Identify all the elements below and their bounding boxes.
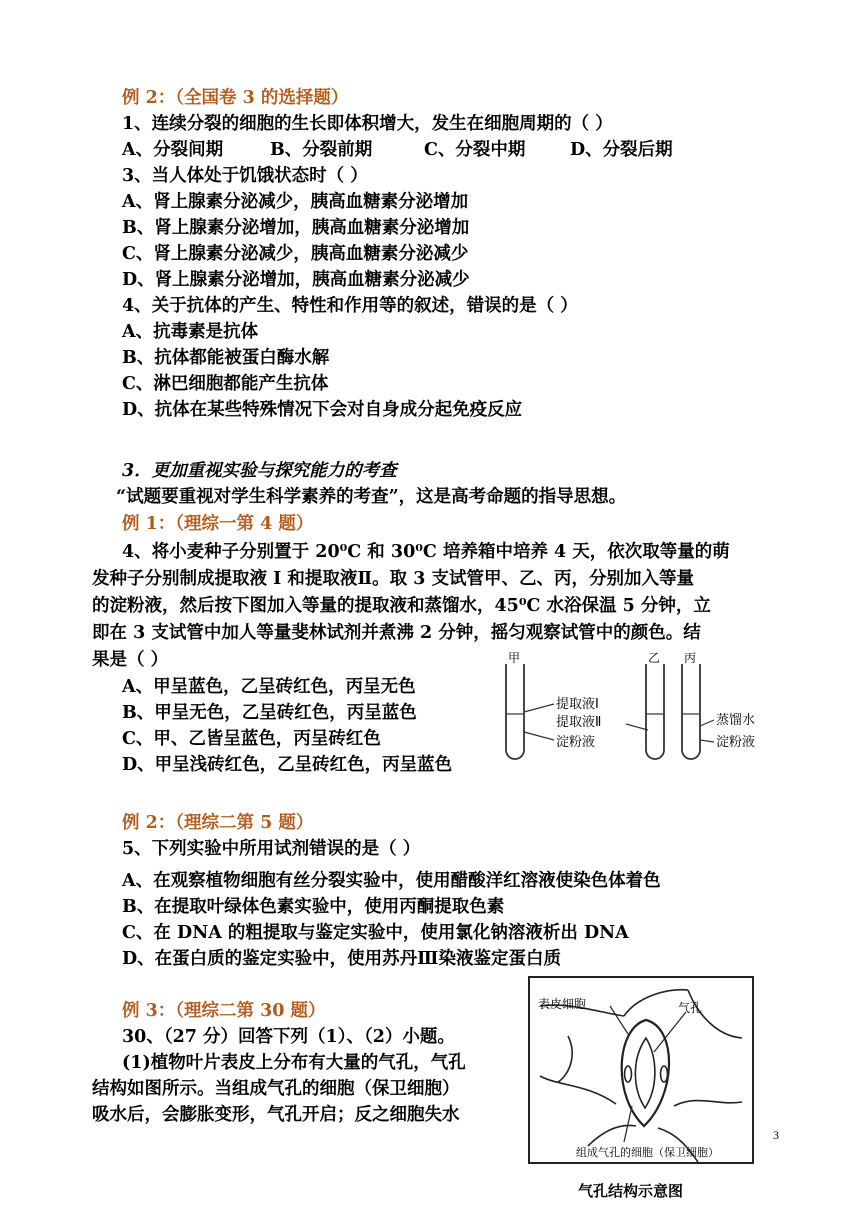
example-1-option-d: D、甲呈浅砖红色，乙呈砖红色，丙呈蓝色 (122, 755, 453, 775)
option-d: D、分裂后期 (570, 140, 673, 160)
stoma-figure (528, 976, 754, 1206)
question-1-options (122, 138, 673, 162)
example-2b-option-c: C、在 DNA 的粗提取与鉴定实验中，使用氯化钠溶液析出 DNA (122, 923, 629, 943)
section-3-quote: “试题要重视对学生科学素养的考查”，这是高考命题的指导思想。 (116, 487, 627, 507)
example-1-heading: 例 1：（理综一第 4 题） (122, 514, 314, 534)
question-4: 4、关于抗体的产生、特性和作用等的叙述，错误的是（ ） (122, 296, 578, 316)
option-a: A、分裂间期 (122, 140, 224, 160)
example-2-heading: 例 2：（全国卷 3 的选择题） (122, 88, 349, 108)
example-1-text-2: 发种子分别制成提取液 I 和提取液Ⅱ。取 3 支试管甲、乙、丙，分别加入等量 (92, 569, 694, 589)
label-extract-1: 提取液Ⅰ (556, 697, 599, 712)
page-number: 3 (773, 1128, 779, 1142)
option-b: B、分裂前期 (270, 140, 373, 160)
question-1: 1、连续分裂的细胞的生长即体积增大，发生在细胞周期的（ ） (122, 114, 613, 134)
example-1-text-3: 的淀粉液，然后按下图加入等量的提取液和蒸馏水，45⁰C 水浴保温 5 分钟，立 (92, 596, 711, 616)
question-3-option-b: B、肾上腺素分泌增加，胰高血糖素分泌增加 (122, 218, 470, 238)
example-3-heading: 例 3：（理综二第 30 题） (122, 1001, 326, 1021)
question-3-option-a: A、肾上腺素分泌减少，胰高血糖素分泌增加 (122, 192, 469, 212)
example-3-text-3: 吸水后，会膨胀变形，气孔开启；反之细胞失水 (92, 1105, 460, 1125)
question-3-option-d: D、肾上腺素分泌增加，胰高血糖素分泌减少 (122, 270, 470, 290)
test-tube-figure (498, 652, 760, 770)
example-2b-question: 5、下列实验中所用试剂错误的是（ ） (122, 839, 421, 859)
label-starch-right: 淀粉液 (716, 735, 756, 750)
label-starch-left: 淀粉液 (556, 735, 596, 750)
example-2b-option-b: B、在提取叶绿体色素实验中，使用丙酮提取色素 (122, 897, 505, 917)
example-1-option-a: A、甲呈蓝色，乙呈砖红色，丙呈无色 (122, 677, 416, 697)
example-2b-heading: 例 2：（理综二第 5 题） (122, 813, 314, 833)
question-4-option-d: D、抗体在某些特殊情况下会对自身成分起免疫反应 (122, 400, 523, 420)
stoma-figure-caption: 气孔结构示意图 (578, 1182, 684, 1200)
question-4-option-a: A、抗毒素是抗体 (122, 322, 259, 342)
question-3-option-c: C、肾上腺素分泌减少，胰高血糖素分泌减少 (122, 244, 469, 264)
question-4-option-b: B、抗体都能被蛋白酶水解 (122, 348, 330, 368)
example-1-text-4: 即在 3 支试管中加人等量斐林试剂并煮沸 2 分钟，摇匀观察试管中的颜色。结 (92, 623, 701, 643)
label-guard-cell: 组成气孔的细胞（保卫细胞） (576, 1146, 719, 1159)
tube-label-yi: 乙 (648, 652, 661, 665)
example-3-text-1: (1)植物叶片表皮上分布有大量的气孔，气孔 (122, 1053, 466, 1073)
question-4-option-c: C、淋巴细胞都能产生抗体 (122, 374, 329, 394)
label-stoma: 气孔 (678, 1001, 703, 1015)
example-3-question: 30、（27 分）回答下列（1）、（2）小题。 (122, 1027, 455, 1047)
label-epidermal-cell: 表皮细胞 (538, 997, 587, 1011)
example-2b-option-d: D、在蛋白质的鉴定实验中，使用苏丹Ⅲ染液鉴定蛋白质 (122, 949, 561, 969)
example-1-text-1: 4、将小麦种子分别置于 20⁰C 和 30⁰C 培养箱中培养 4 天，依次取等量的萌 (122, 542, 730, 562)
option-c: C、分裂中期 (424, 140, 526, 160)
label-distilled-water: 蒸馏水 (716, 713, 756, 728)
tube-label-jia: 甲 (508, 652, 521, 665)
example-2b-option-a: A、在观察植物细胞有丝分裂实验中，使用醋酸洋红溶液使染色体着色 (122, 871, 661, 891)
example-1-option-c: C、甲、乙皆呈蓝色，丙呈砖红色 (122, 729, 381, 749)
example-1-text-5: 果是（ ） (92, 650, 169, 670)
question-3: 3、当人体处于饥饿状态时（ ） (122, 166, 368, 186)
example-3-text-2: 结构如图所示。当组成气孔的细胞（保卫细胞） (92, 1079, 460, 1099)
tube-label-bing: 丙 (684, 652, 697, 665)
example-1-option-b: B、甲呈无色，乙呈砖红色，丙呈蓝色 (122, 703, 417, 723)
section-3-title: 3．更加重视实验与探究能力的考查 (122, 461, 397, 481)
label-extract-2: 提取液Ⅱ (556, 715, 602, 730)
